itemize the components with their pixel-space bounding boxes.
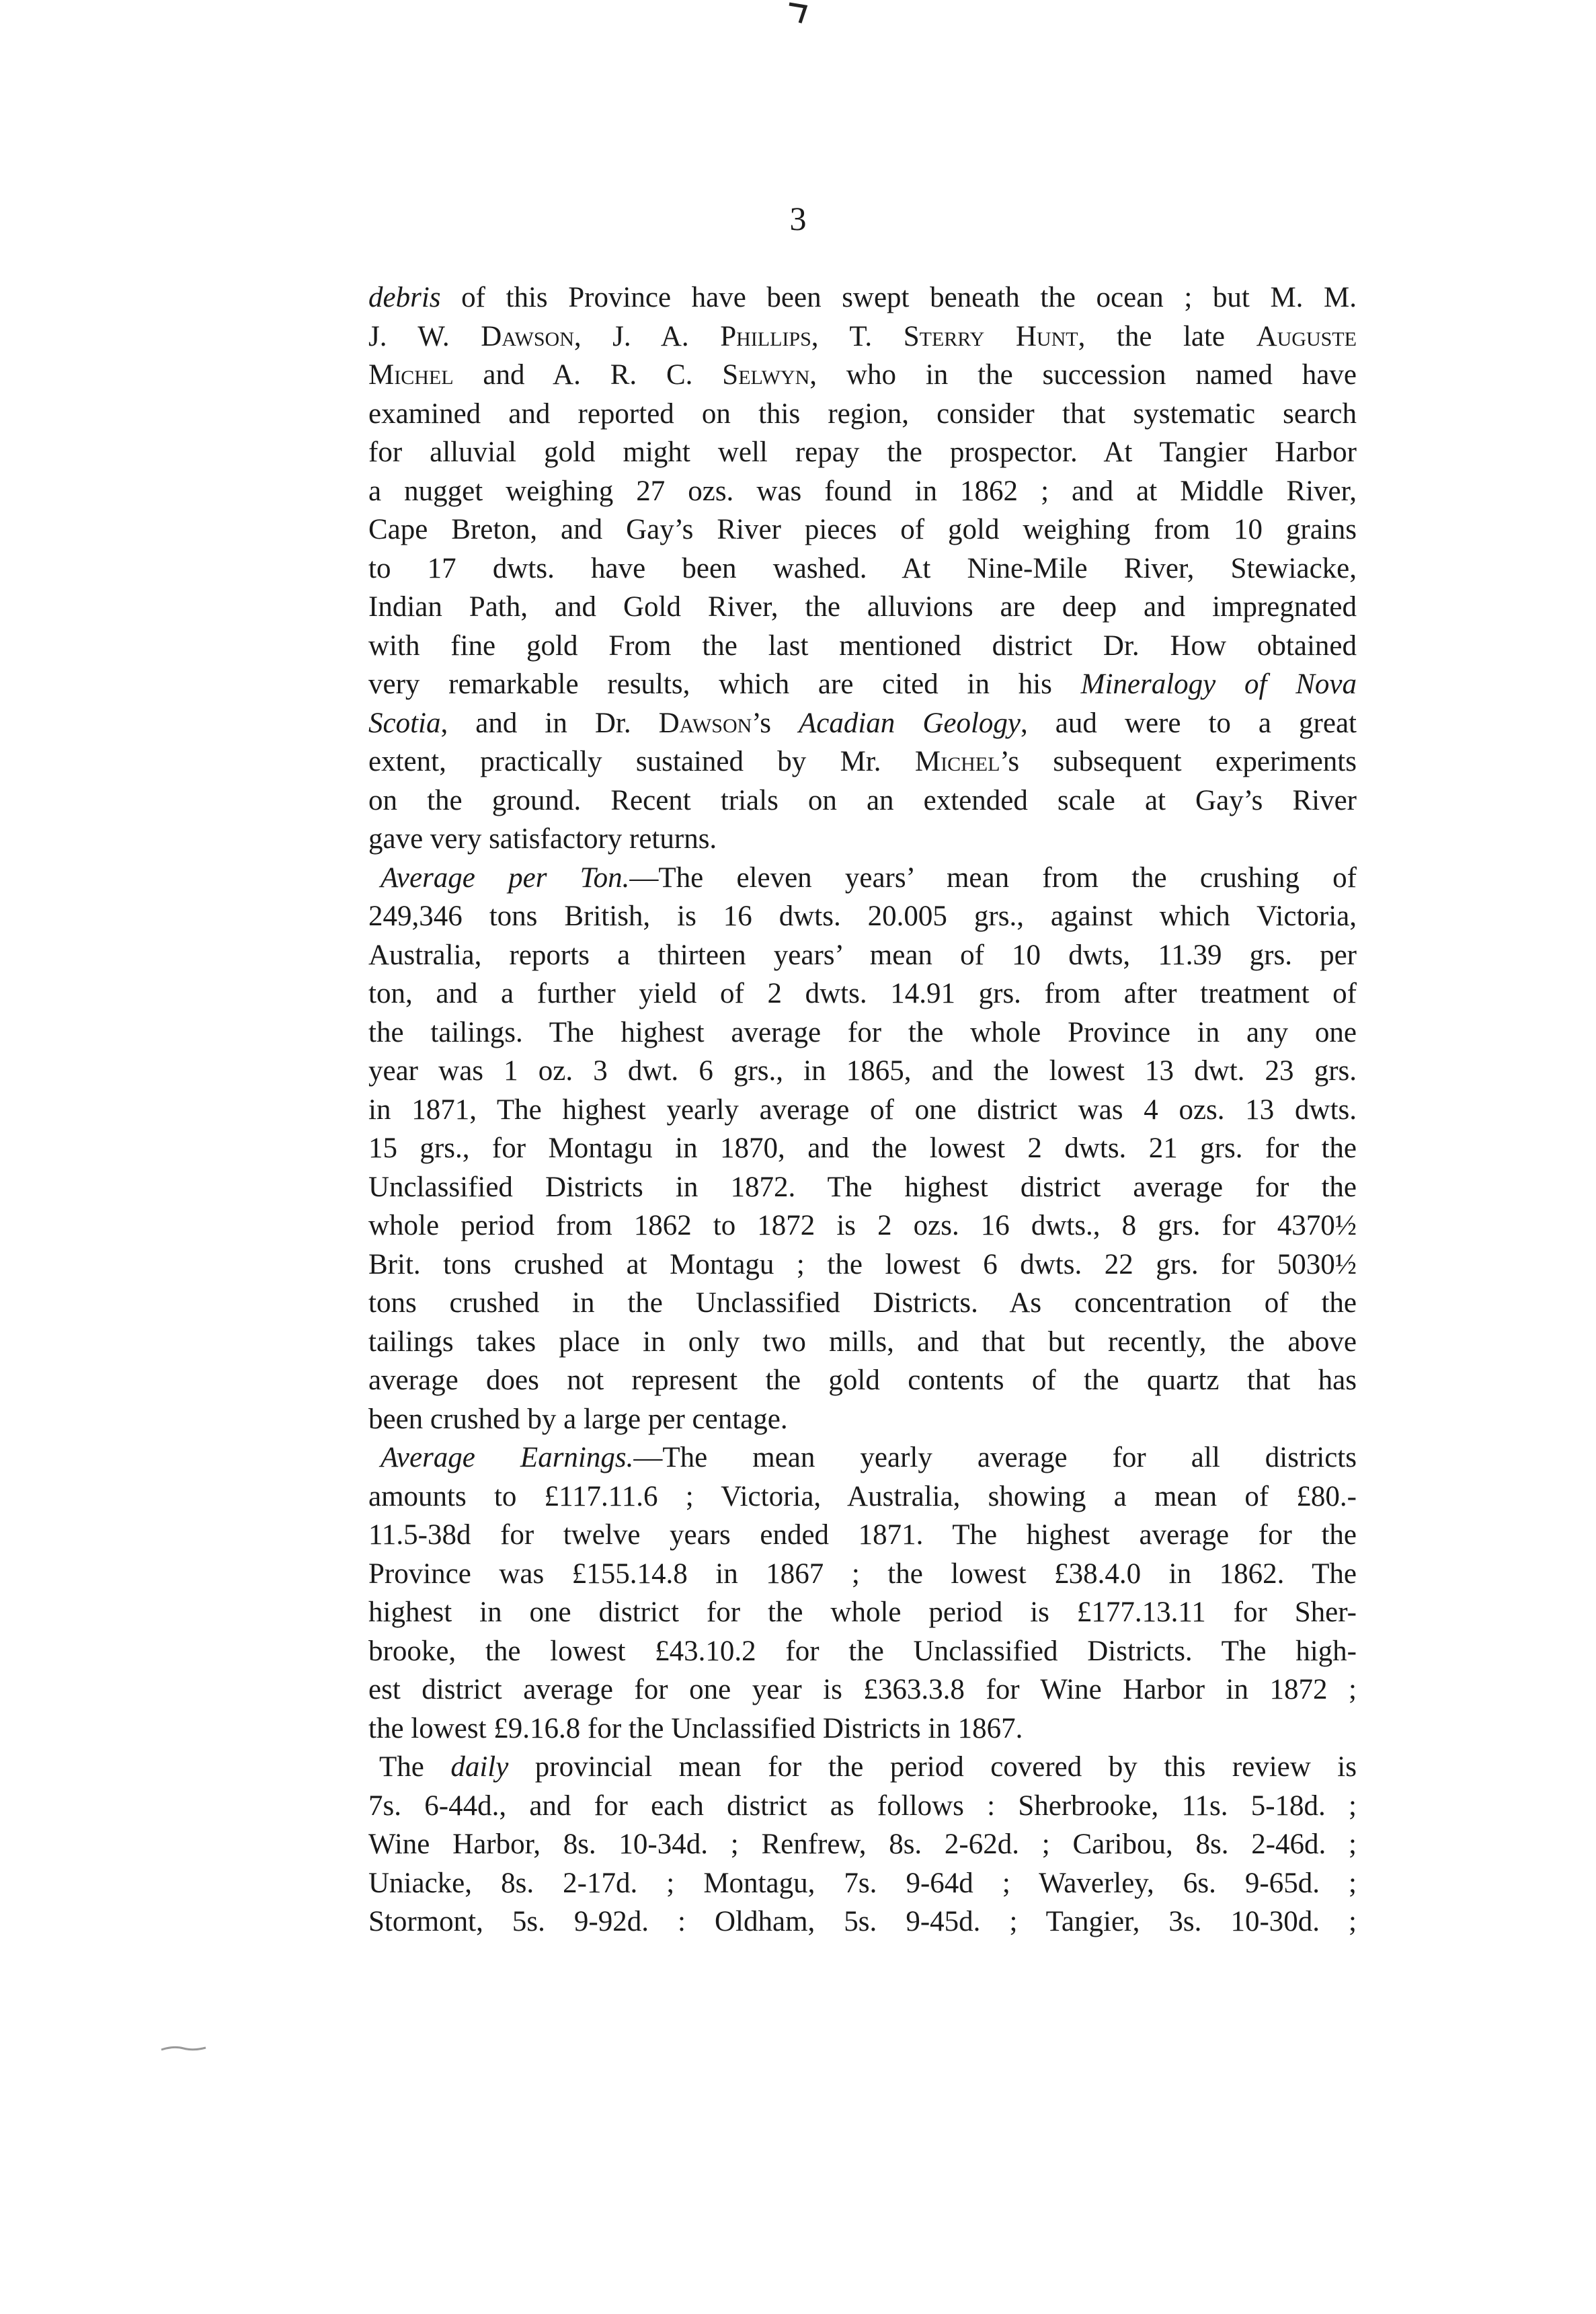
- text-line: in 1871, The highest yearly average of one district was 4 ozs. 13 dwts.: [368, 1093, 1357, 1126]
- body-text: [368, 278, 1357, 1941]
- text-line: brooke, the lowest £43.10.2 for the Unclassified Districts. The high-: [368, 1635, 1357, 1667]
- text-line: gave very satisfactory returns.: [368, 823, 717, 855]
- text-line: very remarkable results, which are cited in his Mineralogy of Nova: [368, 668, 1357, 700]
- text-line: Indian Path, and Gold River, the alluvions are deep and impregnated: [368, 591, 1357, 623]
- text-line: 7s. 6-44d., and for each district as follows : Sherbrooke, 11s. 5-18d. ;: [368, 1789, 1357, 1822]
- print-mark-top: [785, 0, 812, 26]
- text-line: Stormont, 5s. 9-92d. : Oldham, 5s. 9-45d. ; Tangier, 3s. 10-30d. ;: [368, 1906, 1357, 1937]
- text-line: on the ground. Recent trials on an extended scale at Gay’s River: [368, 784, 1357, 816]
- text-line: Unclassified Districts in 1872. The highest district average for the: [368, 1171, 1357, 1203]
- text-line: J. W. Dawson, J. A. Phillips, T. Sterry Hunt, the late Auguste: [368, 320, 1357, 352]
- text-line: ton, and a further yield of 2 dwts. 14.91 grs. from after treatment of: [368, 978, 1357, 1009]
- text-line: Uniacke, 8s. 2-17d. ; Montagu, 7s. 9-64d ; Waverley, 6s. 9-65d. ;: [368, 1867, 1357, 1899]
- text-line: Australia, reports a thirteen years’ mean of 10 dwts, 11.39 grs. per: [368, 939, 1357, 971]
- margin-mark: [160, 2044, 207, 2052]
- text-line: Michel and A. R. C. Selwyn, who in the succession named have: [368, 359, 1357, 391]
- text-line: a nugget weighing 27 ozs. was found in 1862 ; and at Middle River,: [368, 475, 1357, 507]
- text-line: tons crushed in the Unclassified Districts. As concentration of the: [368, 1287, 1357, 1319]
- text-line: the tailings. The highest average for the whole Province in any one: [368, 1016, 1357, 1048]
- text-line: average does not represent the gold contents of the quartz that has: [368, 1364, 1357, 1396]
- text-line: Average Earnings.—The mean yearly average for all districts: [381, 1442, 1357, 1473]
- text-line: the lowest £9.16.8 for the Unclassified Districts in 1867.: [368, 1712, 1023, 1744]
- text-line: to 17 dwts. have been washed. At Nine-Mile River, Stewiacke,: [368, 552, 1357, 584]
- section-heading: Average per Ton.: [381, 861, 630, 894]
- page-number: 3: [789, 200, 807, 237]
- text-line: Scotia, and in Dr. Dawson’s Acadian Geology, aud were to a great: [368, 707, 1357, 739]
- text-line: 11.5-38d for twelve years ended 1871. The highest average for the: [368, 1519, 1357, 1551]
- text-line: est district average for one year is £363.3.8 for Wine Harbor in 1872 ;: [368, 1674, 1357, 1705]
- text-line: year was 1 oz. 3 dwt. 6 grs., in 1865, and the lowest 13 dwt. 23 grs.: [368, 1055, 1357, 1087]
- text-line: Cape Breton, and Gay’s River pieces of gold weighing from 10 grains: [368, 514, 1357, 545]
- text-line: extent, practically sustained by Mr. Michel’s subsequent experiments: [368, 746, 1357, 777]
- text-line: amounts to £117.11.6 ; Victoria, Australia, showing a mean of £80.-: [368, 1480, 1357, 1512]
- text-line: The daily provincial mean for the period covered by this review is: [379, 1751, 1357, 1783]
- text-line: 249,346 tons British, is 16 dwts. 20.005 grs., against which Victoria,: [368, 900, 1357, 932]
- section-heading: Average Earnings.: [381, 1442, 634, 1473]
- text-line: tailings takes place in only two mills, and that but recently, the above: [368, 1325, 1357, 1358]
- text-line: whole period from 1862 to 1872 is 2 ozs. 16 dwts., 8 grs. for 4370½: [368, 1210, 1357, 1241]
- text-line: examined and reported on this region, consider that systematic search: [368, 397, 1357, 430]
- text-line: Average per Ton.—The eleven years’ mean from the crushing of: [381, 861, 1357, 894]
- text-line: Brit. tons crushed at Montagu ; the lowest 6 dwts. 22 grs. for 5030½: [368, 1248, 1357, 1280]
- text-line: been crushed by a large per centage.: [368, 1403, 788, 1435]
- text-line: highest in one district for the whole period is £177.13.11 for Sher-: [368, 1596, 1357, 1628]
- text-line: Wine Harbor, 8s. 10-34d. ; Renfrew, 8s. 2-62d. ; Caribou, 8s. 2-46d. ;: [368, 1828, 1357, 1860]
- text-line: Province was £155.14.8 in 1867 ; the lowest £38.4.0 in 1862. The: [368, 1557, 1357, 1590]
- text-line: 15 grs., for Montagu in 1870, and the lowest 2 dwts. 21 grs. for the: [368, 1132, 1357, 1164]
- text-line: with fine gold From the last mentioned district Dr. How obtained: [368, 629, 1357, 662]
- text-line: for alluvial gold might well repay the prospector. At Tangier Harbor: [368, 436, 1357, 468]
- text-line: debris of this Province have been swept beneath the ocean ; but M. M.: [368, 282, 1357, 313]
